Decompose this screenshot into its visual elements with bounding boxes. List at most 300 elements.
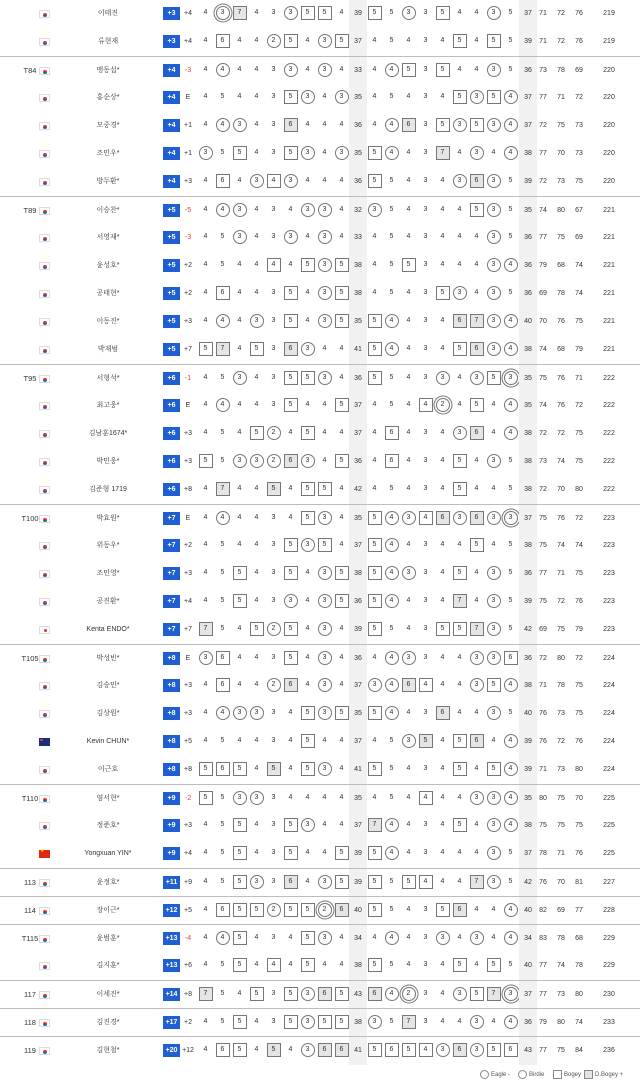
hole-score [502,448,519,476]
hole-score-value: 4 [339,429,344,437]
flag-kr-icon [39,178,50,186]
hole-score [299,840,316,868]
total-to-par-badge: +14 [163,988,180,1001]
hole-score-value: 3 [250,314,264,328]
hole-score-value: 5 [368,706,382,720]
table-row[interactable] [0,196,640,225]
hole-score-value: 4 [474,457,479,465]
hole-score [383,588,400,616]
hole-score-value: 3 [199,146,213,160]
hole-score-value: 4 [203,9,208,17]
player-name[interactable]: 윤범훈* [96,935,120,942]
hole-score-value: 4 [440,93,445,101]
hole-score-value: 4 [305,317,310,325]
hole-score-value: 7 [199,622,213,636]
hole-score-value: 4 [237,429,242,437]
hole-score [265,645,282,673]
hole-score [366,280,383,308]
hole-score [417,728,434,756]
hole-score-value: 5 [389,177,394,185]
legend-eagle [480,1068,510,1082]
today-score: +3 [184,178,192,185]
hole-score [434,84,451,112]
hole-score [383,28,400,56]
hole-score-value: 4 [237,514,242,522]
hole-score [485,785,502,813]
round-score: 82 [539,907,547,914]
table-row[interactable] [0,532,640,560]
hole-score [265,672,282,700]
hole-score [434,28,451,56]
hole-score [502,756,519,784]
player-name[interactable]: Yongxuan YIN* [84,850,132,857]
hole-score [316,140,333,168]
hole-score [265,505,282,533]
table-row[interactable] [0,168,640,196]
hole-score [451,57,468,85]
hole-score-value: 4 [491,737,496,745]
hole-score-value: 5 [233,931,247,945]
hole-score [231,869,248,897]
table-row[interactable] [0,504,640,533]
player-rank: 118 [24,1018,36,1027]
hole-score-value: 5 [508,541,513,549]
table-row[interactable] [0,868,640,897]
player-name[interactable]: 이세진* [96,991,120,998]
table-row[interactable] [0,28,640,56]
hole-score-value: 5 [318,6,332,20]
total-to-par-badge: +6 [163,427,180,440]
hole-score-value: 3 [423,149,428,157]
player-name[interactable]: 장이근* [96,907,120,914]
hole-score [265,560,282,588]
table-row[interactable] [0,56,640,85]
table-row[interactable] [0,756,640,784]
player-name[interactable]: 조민영* [96,570,120,577]
hole-score [468,560,485,588]
table-row[interactable] [0,728,640,756]
hole-score-value: 6 [453,314,467,328]
hole-score-value: 4 [406,149,411,157]
hole-score [468,197,485,225]
out-total: 35 [349,308,367,336]
today-score: +3 [184,318,192,325]
player-name[interactable]: 박재범 [97,346,119,353]
hole-score [316,57,333,85]
hole-score-value: 3 [301,342,315,356]
hole-score-value: 5 [284,371,298,385]
hole-score-value: 5 [284,566,298,580]
hole-score-value: 4 [254,1018,259,1026]
hole-score-value: 4 [504,90,518,104]
hole-score-value: 4 [203,317,208,325]
in-total: 40 [519,897,537,925]
hole-score [502,57,519,85]
player-name[interactable]: 김준형 1719 [89,486,127,493]
out-total: 37 [349,812,367,840]
hole-score [265,224,282,252]
player-name[interactable]: 공진환* [96,598,120,605]
flag-kr-icon [39,515,50,523]
hole-score [197,840,214,868]
hole-score [231,0,248,28]
player-name[interactable]: 김남훈1674* [88,430,128,437]
table-row[interactable] [0,280,640,308]
hole-score-value: 3 [271,317,276,325]
hole-score-value: 4 [440,345,445,353]
table-row[interactable] [0,700,640,728]
hole-score [434,925,451,953]
today-score: +1 [184,150,192,157]
hole-score [333,448,350,476]
table-row[interactable] [0,616,640,644]
player-name[interactable]: 윤정호* [96,879,120,886]
hole-score-value: 4 [406,429,411,437]
hole-score-value: 4 [504,426,518,440]
player-name[interactable]: 이승찬* [96,207,120,214]
total-to-par-badge: +7 [163,567,180,580]
hole-score [197,560,214,588]
hole-score [248,308,265,336]
hole-score [265,869,282,897]
hole-score-value: 3 [487,203,501,217]
hole-score-value: 3 [504,371,518,385]
player-name[interactable]: 윤성호* [96,262,120,269]
hole-score [333,756,350,784]
hole-score [299,588,316,616]
hole-score [265,140,282,168]
hole-score-value: 4 [474,485,479,493]
flag-kr-icon [39,486,50,494]
hole-score-value: 4 [305,625,310,633]
total-strokes: 225 [603,850,615,857]
hole-score [299,224,316,252]
out-total: 36 [349,645,367,673]
hole-score-value: 4 [203,289,208,297]
hole-score [214,308,231,336]
player-name[interactable]: 모중경* [96,122,120,129]
hole-score [333,560,350,588]
hole-score [231,532,248,560]
hole-score [383,168,400,196]
table-row[interactable] [0,448,640,476]
player-name[interactable]: 홍순상* [96,94,120,101]
hole-score-value: 4 [440,1018,445,1026]
hole-score-value: 3 [284,6,298,20]
hole-score-value: 4 [474,961,479,969]
hole-score [417,112,434,140]
hole-score-value: 3 [271,878,276,886]
player-rank [20,812,40,840]
hole-score [333,728,350,756]
hole-score-value: 4 [322,737,327,745]
hole-score [417,560,434,588]
round-score: 72 [575,655,583,662]
hole-score-value: 6 [216,1043,230,1057]
player-name[interactable]: 김지훈* [96,962,120,969]
hole-score-value: 4 [237,990,242,998]
hole-score-value: 6 [216,286,230,300]
hole-score-value: 3 [423,317,428,325]
hole-score-value: 3 [271,289,276,297]
player-name[interactable]: 공태현* [96,290,120,297]
hole-score-value: 4 [440,878,445,886]
hole-score [282,672,299,700]
hole-score [485,308,502,336]
hole-score-value: 4 [203,66,208,74]
table-row[interactable] [0,644,640,673]
hole-score-value: 4 [474,906,479,914]
table-row[interactable] [0,336,640,364]
player-name[interactable]: 염서현* [96,795,120,802]
player-rank [20,336,40,364]
hole-score [400,224,417,252]
out-total: 37 [349,420,367,448]
player-name[interactable]: 김진경* [96,1019,120,1026]
player-rank [20,616,40,644]
table-row[interactable] [0,364,640,393]
hole-score-value: 4 [474,66,479,74]
hole-score-value: 3 [271,93,276,101]
hole-score [451,532,468,560]
table-row[interactable] [0,560,640,588]
eagle-icon [480,1070,489,1079]
table-row[interactable] [0,112,640,140]
hole-score-value: 5 [453,566,467,580]
player-name[interactable]: 박민웅* [96,458,120,465]
player-name[interactable]: 서형석* [96,375,120,382]
hole-score-value: 4 [419,791,433,805]
hole-score-value: 5 [389,961,394,969]
player-name[interactable]: 위동우* [96,542,120,549]
hole-score-value: 5 [301,482,315,496]
round-score: 75 [557,795,565,802]
hole-score-value: 4 [339,121,344,129]
hole-score-value: 4 [203,906,208,914]
player-name[interactable]: 서영재* [96,234,120,241]
player-name[interactable]: 김현철* [96,1047,120,1054]
flag-kr-icon [39,682,50,690]
hole-score [248,197,265,225]
hole-score-value: 5 [453,342,467,356]
hole-score-value: 4 [504,678,518,692]
table-row[interactable] [0,980,640,1009]
hole-score-value: 3 [233,791,247,805]
hole-score-value: 5 [220,597,225,605]
hole-score [485,420,502,448]
hole-score [282,57,299,85]
hole-score [197,168,214,196]
player-rank: T105 [21,654,39,663]
hole-score [282,897,299,925]
hole-score [316,505,333,533]
hole-score [197,280,214,308]
hole-score-value: 4 [457,541,462,549]
round-score: 72 [557,738,565,745]
hole-score-value: 6 [402,678,416,692]
flag-kr-icon [39,262,50,270]
hole-score [366,308,383,336]
round-score: 73 [539,458,547,465]
round-score: 79 [575,626,583,633]
table-row[interactable] [0,140,640,168]
table-row[interactable] [0,0,640,28]
player-name[interactable]: 김승민* [96,682,120,689]
flag-kr-icon [39,766,50,774]
player-name[interactable]: 최고웅* [96,402,120,409]
table-row[interactable] [0,952,640,980]
out-total: 36 [349,365,367,393]
hole-score-value: 4 [385,511,399,525]
hole-score [468,700,485,728]
hole-score [316,532,333,560]
hole-score-value: 4 [237,485,242,493]
legend-eagle-label: Eagle - [491,1072,511,1078]
table-row[interactable] [0,308,640,336]
hole-score [366,168,383,196]
hole-score-value: 4 [406,177,411,185]
hole-score-value: 3 [318,931,332,945]
hole-score-value: 3 [470,651,484,665]
hole-score [434,785,451,813]
hole-score-value: 5 [335,875,349,889]
hole-score [485,448,502,476]
hole-score-value: 3 [318,34,332,48]
hole-score-value: 3 [504,987,518,1001]
table-row[interactable] [0,588,640,616]
player-name[interactable]: Kevin CHUN* [86,738,130,745]
total-strokes: 220 [603,122,615,129]
flag-kr-icon [39,402,50,410]
hole-score-value: 4 [267,258,281,272]
hole-score [316,1037,333,1065]
player-name[interactable]: 류현재 [97,38,119,45]
hole-score-value: 6 [470,174,484,188]
player-name[interactable]: 이태진 [97,10,119,17]
hole-score-value: 5 [220,961,225,969]
out-total: 42 [349,476,367,504]
total-strokes: 225 [603,795,615,802]
hole-score [434,869,451,897]
hole-score-value: 4 [504,342,518,356]
player-name[interactable]: 방두환* [96,178,120,185]
table-row[interactable] [0,84,640,112]
hole-score [383,869,400,897]
player-name[interactable]: 정준호* [96,822,120,829]
table-row[interactable] [0,476,640,504]
hole-score-value: 4 [203,541,208,549]
table-row[interactable] [0,672,640,700]
player-name[interactable]: 맹동섭* [96,67,120,74]
flag-kr-icon [39,318,50,326]
hole-score [299,981,316,1009]
flag-kr-icon [39,38,50,46]
hole-score [214,28,231,56]
total-to-par-badge: +4 [163,91,180,104]
table-row[interactable] [0,1008,640,1037]
hole-score-value: 4 [322,794,327,802]
round-score: 75 [539,375,547,382]
hole-score [451,505,468,533]
player-name[interactable]: 박효원* [96,515,120,522]
table-row[interactable] [0,392,640,420]
flag-kr-icon [39,150,50,158]
table-row[interactable] [0,784,640,813]
hole-score-value: 3 [470,146,484,160]
today-score: +8 [184,766,192,773]
hole-score-value: 4 [339,206,344,214]
hole-score [214,420,231,448]
table-row[interactable] [0,896,640,925]
table-row[interactable] [0,420,640,448]
hole-score-value: 5 [233,566,247,580]
hole-score-value: 5 [402,63,416,77]
hole-score-value: 7 [216,482,230,496]
hole-score [333,252,350,280]
hole-score [400,252,417,280]
out-total: 39 [349,840,367,868]
hole-score-value: 4 [339,765,344,773]
player-name[interactable]: 조민우* [96,150,120,157]
hole-score-value: 5 [508,849,513,857]
flag-kr-icon [39,375,50,383]
hole-score-value: 4 [440,206,445,214]
player-rank [20,756,40,784]
hole-score-value: 4 [216,398,230,412]
today-score: -3 [184,234,192,241]
hole-score [197,869,214,897]
player-name[interactable]: 김상원* [96,710,120,717]
flag-kr-icon [39,458,50,466]
player-name[interactable]: 박성빈* [96,655,120,662]
table-row[interactable] [0,812,640,840]
hole-score [214,981,231,1009]
round-score: 75 [575,682,583,689]
hole-score [468,280,485,308]
hole-score [333,308,350,336]
hole-score [316,252,333,280]
table-row[interactable] [0,252,640,280]
hole-score-value: 4 [440,233,445,241]
hole-score-value: 4 [203,93,208,101]
hole-score-value: 5 [233,903,247,917]
table-row[interactable] [0,224,640,252]
player-name[interactable]: 이근호 [97,766,119,773]
table-row[interactable] [0,924,640,953]
player-name[interactable]: Kenta ENDO* [86,626,130,633]
hole-score [333,869,350,897]
player-rank [20,476,40,504]
hole-score [316,700,333,728]
hole-score-value: 5 [284,818,298,832]
hole-score-value: 4 [474,821,479,829]
hole-score-value: 4 [504,818,518,832]
table-row[interactable] [0,840,640,868]
hole-score-value: 4 [339,177,344,185]
hole-score [214,84,231,112]
hole-score-value: 4 [406,849,411,857]
hole-score-value: 4 [203,569,208,577]
hole-score-value: 3 [318,594,332,608]
table-row[interactable] [0,1036,640,1065]
hole-score-value: 4 [305,681,310,689]
flag-kr-icon [39,598,50,606]
hole-score [485,57,502,85]
round-score: 71 [539,10,547,17]
round-score: 69 [575,234,583,241]
player-name[interactable]: 이동진* [96,318,120,325]
hole-score [451,560,468,588]
